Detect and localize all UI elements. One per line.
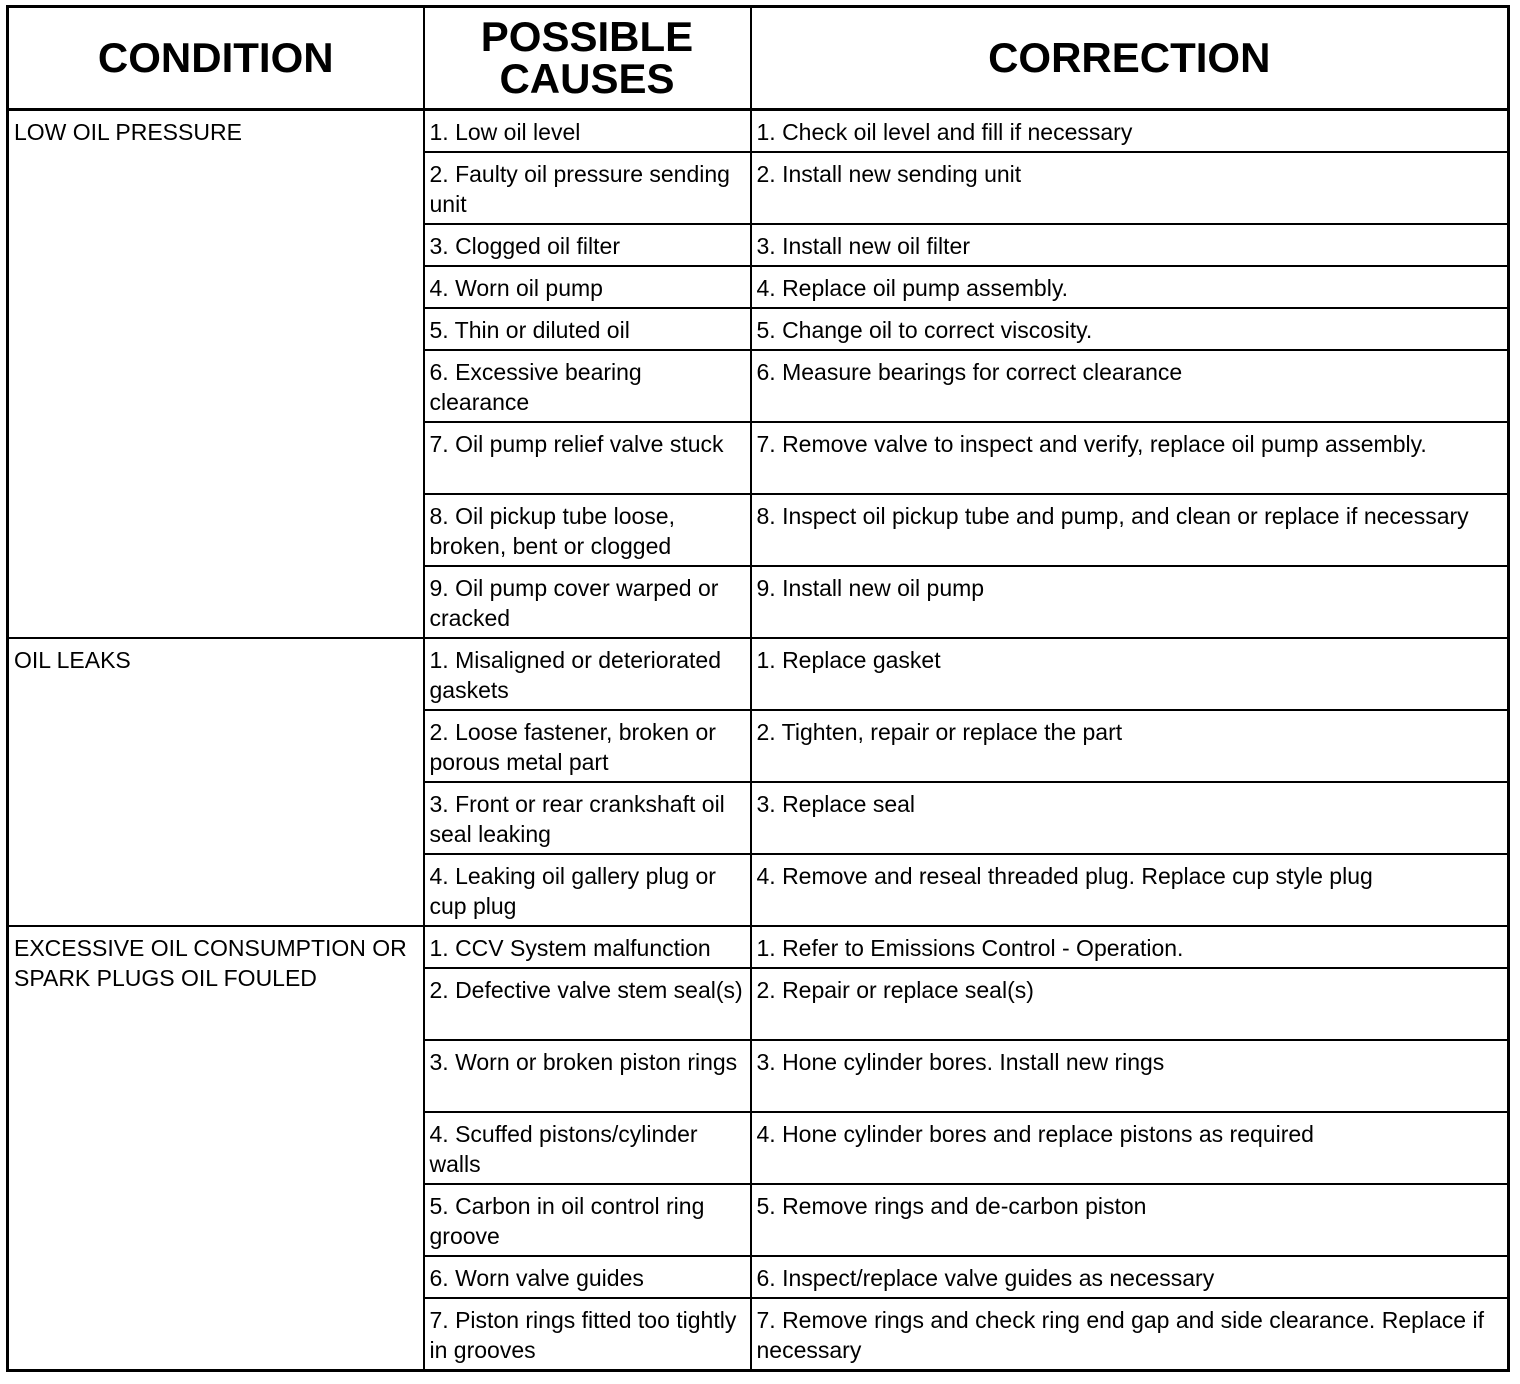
table-row [8, 926, 1509, 968]
correction-cell: 3. Install new oil filter [751, 224, 1509, 266]
diagnosis-table [6, 5, 1510, 1372]
cause-cell: 1. CCV System malfunction [424, 926, 751, 968]
cause-cell: 2. Defective valve stem seal(s) [424, 968, 751, 1040]
cause-cell: 3. Front or rear crankshaft oil seal leaking [424, 782, 751, 854]
cause-cell: 1. Low oil level [424, 110, 751, 153]
condition-cell: EXCESSIVE OIL CONSUMPTION OR SPARK PLUGS OIL FOULED [8, 926, 424, 1371]
cause-cell: 7. Piston rings fitted too tightly in grooves [424, 1298, 751, 1371]
header-correction: CORRECTION [751, 7, 1509, 110]
cause-cell: 3. Clogged oil filter [424, 224, 751, 266]
header-possible-causes-text: POSSIBLE CAUSES [480, 13, 694, 102]
cause-cell: 4. Worn oil pump [424, 266, 751, 308]
condition-cell: LOW OIL PRESSURE [8, 110, 424, 639]
correction-cell: 7. Remove valve to inspect and verify, replace oil pump assembly. [751, 422, 1509, 494]
correction-cell: 2. Repair or replace seal(s) [751, 968, 1509, 1040]
correction-cell: 3. Hone cylinder bores. Install new rings [751, 1040, 1509, 1112]
cause-cell: 5. Thin or diluted oil [424, 308, 751, 350]
correction-cell: 9. Install new oil pump [751, 566, 1509, 638]
cause-cell: 9. Oil pump cover warped or cracked [424, 566, 751, 638]
correction-cell: 4. Remove and reseal threaded plug. Replace cup style plug [751, 854, 1509, 926]
cause-cell: 4. Scuffed pistons/cylinder walls [424, 1112, 751, 1184]
correction-cell: 4. Replace oil pump assembly. [751, 266, 1509, 308]
condition-cell: OIL LEAKS [8, 638, 424, 926]
correction-cell: 6. Inspect/replace valve guides as necessary [751, 1256, 1509, 1298]
correction-cell: 4. Hone cylinder bores and replace pistons as required [751, 1112, 1509, 1184]
table-row [8, 638, 1509, 710]
cause-cell: 5. Carbon in oil control ring groove [424, 1184, 751, 1256]
cause-cell: 3. Worn or broken piston rings [424, 1040, 751, 1112]
correction-cell: 3. Replace seal [751, 782, 1509, 854]
correction-cell: 1. Refer to Emissions Control - Operation. [751, 926, 1509, 968]
header-possible-causes [424, 7, 751, 110]
cause-cell: 8. Oil pickup tube loose, broken, bent or clogged [424, 494, 751, 566]
cause-cell: 2. Loose fastener, broken or porous metal part [424, 710, 751, 782]
cause-cell: 6. Worn valve guides [424, 1256, 751, 1298]
correction-cell: 5. Remove rings and de-carbon piston [751, 1184, 1509, 1256]
correction-cell: 8. Inspect oil pickup tube and pump, and clean or replace if necessary [751, 494, 1509, 566]
correction-cell: 2. Tighten, repair or replace the part [751, 710, 1509, 782]
cause-cell: 2. Faulty oil pressure sending unit [424, 152, 751, 224]
correction-cell: 2. Install new sending unit [751, 152, 1509, 224]
correction-cell: 1. Check oil level and fill if necessary [751, 110, 1509, 153]
header-row [8, 7, 1509, 110]
cause-cell: 1. Misaligned or deteriorated gaskets [424, 638, 751, 710]
correction-cell: 1. Replace gasket [751, 638, 1509, 710]
correction-cell: 5. Change oil to correct viscosity. [751, 308, 1509, 350]
cause-cell: 6. Excessive bearing clearance [424, 350, 751, 422]
cause-cell: 4. Leaking oil gallery plug or cup plug [424, 854, 751, 926]
correction-cell: 6. Measure bearings for correct clearance [751, 350, 1509, 422]
table-row [8, 110, 1509, 153]
header-condition: CONDITION [8, 7, 424, 110]
correction-cell: 7. Remove rings and check ring end gap and side clearance. Replace if necessary [751, 1298, 1509, 1371]
cause-cell: 7. Oil pump relief valve stuck [424, 422, 751, 494]
